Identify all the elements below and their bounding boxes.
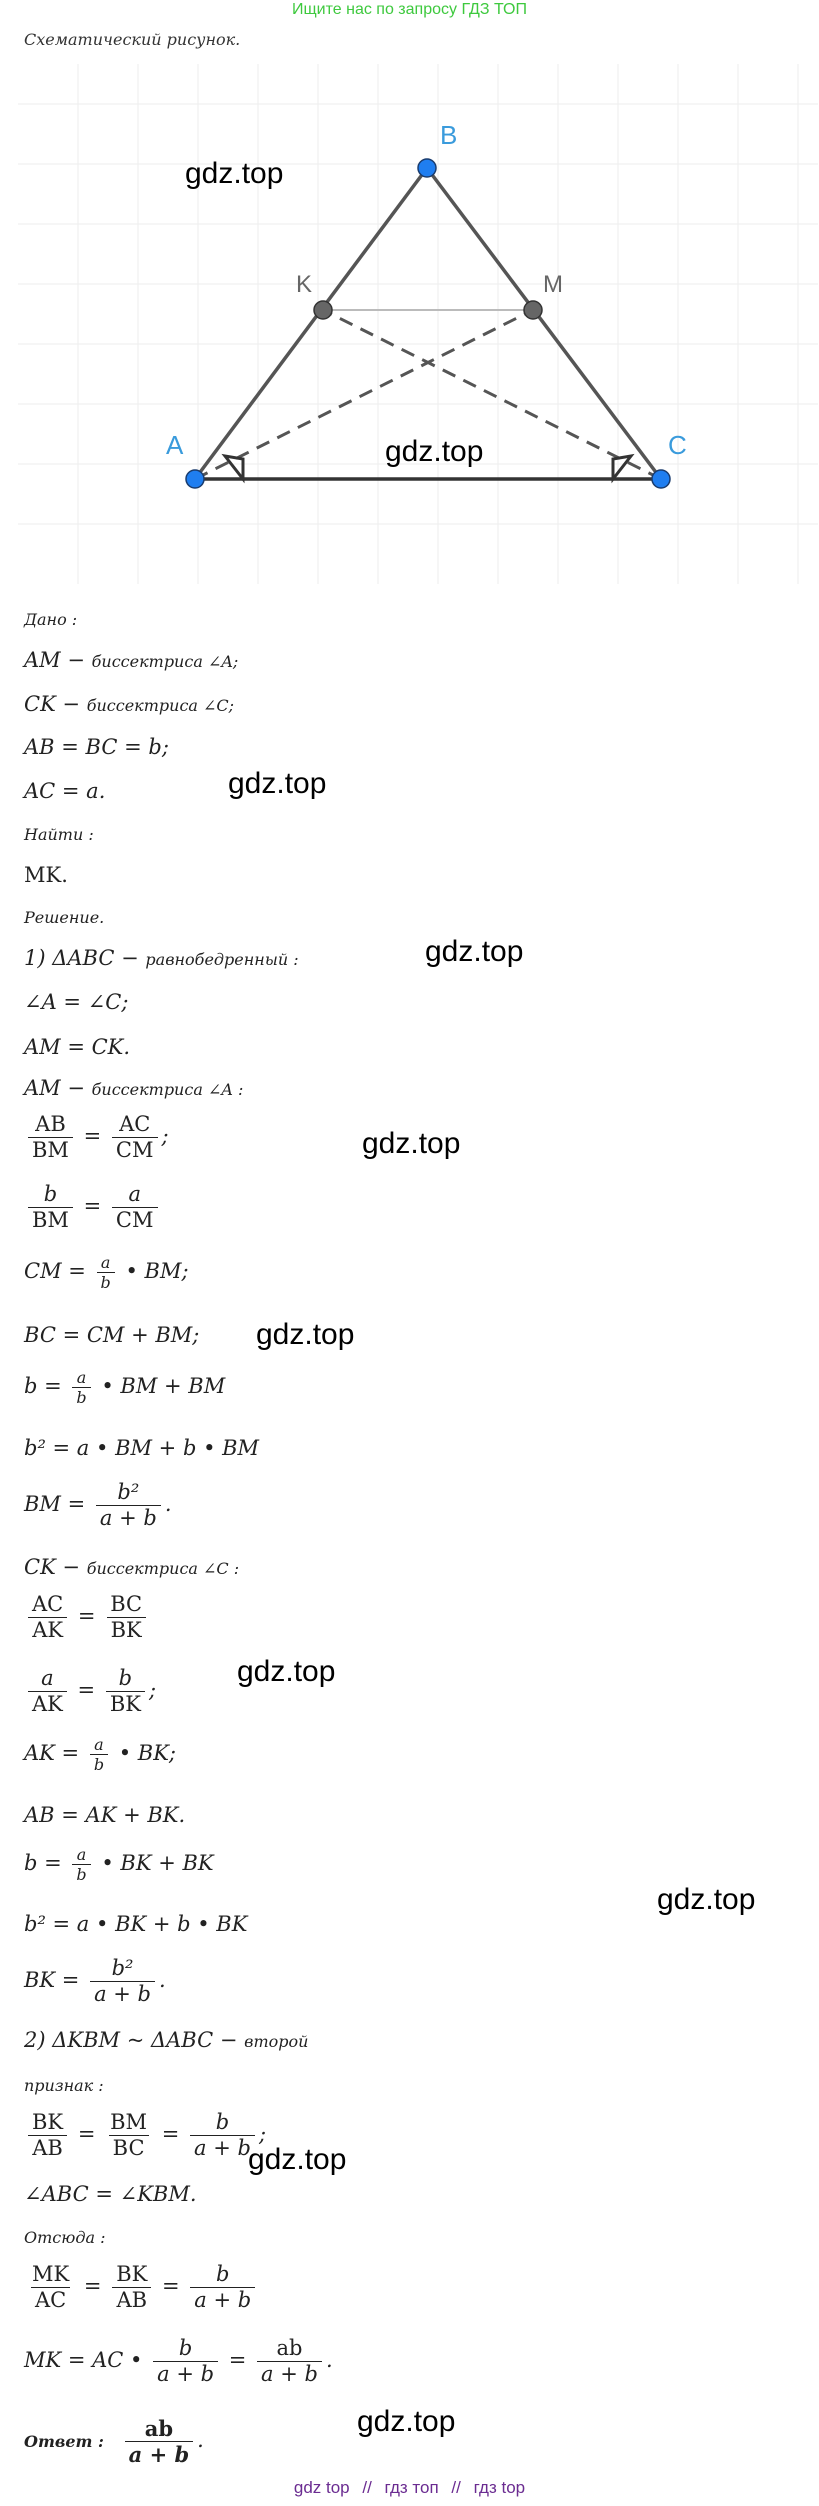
equation-cm: CM = $\frac{a}{b}$ • BM; [24,1253,189,1293]
equation-bm: BM = $\frac{\text{b²}}{a + b}$ . [24,1480,172,1531]
given-line: AC = a. [24,779,106,803]
equation: ∠ABC = ∠KBM. [24,2182,197,2206]
point-C [652,470,670,488]
equation: CK − биссектриса ∠C : [24,1555,240,1579]
proportion-6: $\frac{MK}{AC}$ = $\frac{BK}{AB}$ = $\frac{b}{a + b}$ [24,2262,259,2313]
answer: Ответ : $\frac{ab}{a + b}$ . [24,2416,204,2468]
label-C: C [668,430,687,460]
point-M [524,301,542,319]
proportion-4: $\frac{a}{AK}$ = $\frac{b}{BK}$ ; [24,1666,156,1717]
find-value: MK. [24,863,68,887]
solution-heading: Решение. [24,908,105,927]
equation: AB = AK + BK. [24,1803,186,1827]
figure-caption: Схематический рисунок. [24,30,241,49]
find-heading: Найти : [24,825,94,844]
watermark: gdz.top [425,935,524,968]
equation-ak: AK = $\frac{a}{b}$ • BK; [24,1735,177,1775]
equation-b2: b = $\frac{a}{b}$ • BK + BK [24,1845,214,1885]
point-K [314,301,332,319]
watermark: gdz.top [256,1318,355,1351]
label-K: K [296,271,313,298]
step-2-cont: признак : [24,2076,104,2095]
equation: AM = CK. [24,1035,131,1059]
watermark: gdz.top [185,157,284,190]
watermark: gdz.top [357,2405,456,2438]
given-heading: Дано : [24,610,78,629]
footer-separator: // [362,2478,372,2497]
point-A [186,470,204,488]
watermark: gdz.top [657,1883,756,1916]
equation: ∠A = ∠C; [24,990,129,1014]
angle-mark-C [613,456,631,479]
side-BC [427,168,661,479]
equation: b² = a • BM + b • BM [24,1436,260,1460]
proportion-1: $\frac{AB}{BM}$ = $\frac{AC}{CM}$ ; [24,1112,169,1163]
proportion-3: $\frac{AC}{AK}$ = $\frac{BC}{BK}$ [24,1592,150,1643]
given-line: AB = BC = b; [24,735,169,759]
watermark: gdz.top [228,767,327,800]
step-2: 2) ΔKBM ~ ΔABC − второй [24,2028,309,2052]
footer-link[interactable]: gdz top [293,2478,350,2497]
hence-heading: Отсюда : [24,2228,106,2247]
footer-link[interactable]: гдз топ [384,2478,439,2497]
equation-bk: BK = $\frac{\text{b²}}{a + b}$ . [24,1956,166,2007]
equation-mk: MK = AC • $\frac{b}{a + b}$ = $\frac{ab}{a + b}$ . [24,2336,333,2387]
footer-link[interactable]: гдз top [473,2478,526,2497]
bisector-CK [323,310,661,479]
watermark: gdz.top [248,2143,347,2176]
top-banner: Ищите нас по запросу ГДЗ ТОП [292,1,527,18]
label-B: B [440,120,458,150]
triangle-figure [18,64,818,584]
angle-mark-A [225,456,243,479]
footer-links [0,2478,819,2498]
watermark: gdz.top [362,1127,461,1160]
proportion-2: $\frac{b}{BM}$ = $\frac{a}{CM}$ [24,1182,162,1233]
label-M: M [543,271,563,298]
grid [18,64,818,584]
label-A: A [166,430,184,460]
point-B [418,159,436,177]
equation: BC = CM + BM; [24,1323,200,1347]
step-1: 1) ΔABC − равнобедренный : [24,946,299,970]
given-line: AM − биссектриса ∠A; [24,648,239,672]
equation-b: b = $\frac{a}{b}$ • BM + BM [24,1368,226,1408]
given-line: CK − биссектриса ∠C; [24,692,235,716]
watermark: gdz.top [385,435,484,468]
footer-separator: // [451,2478,461,2497]
equation: AM − биссектриса ∠A : [24,1076,244,1100]
equation: b² = a • BK + b • BK [24,1912,248,1936]
proportion-5: $\frac{BK}{AB}$ = $\frac{BM}{BC}$ = $\frac{b}{a + b}$ ; [24,2110,266,2161]
side-AB [195,168,427,479]
watermark: gdz.top [237,1655,336,1688]
